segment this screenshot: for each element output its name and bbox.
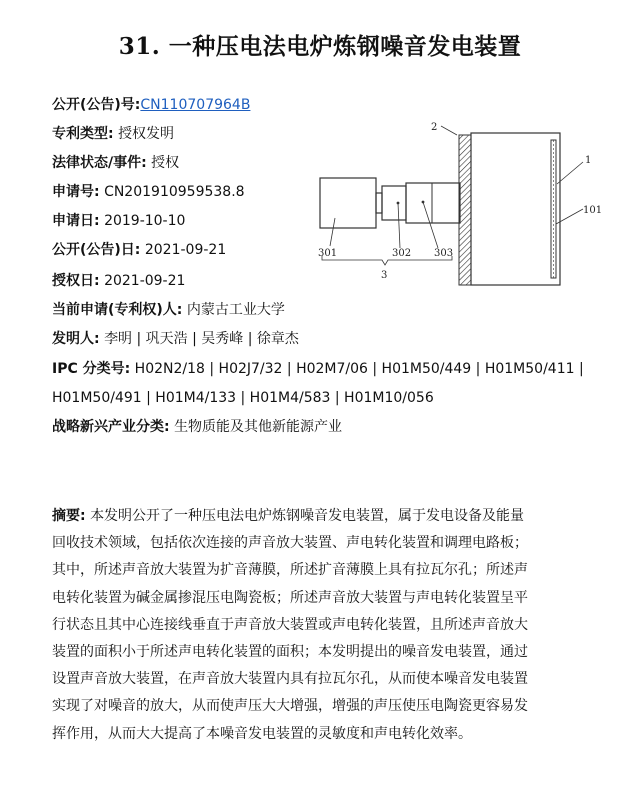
abstract-line: 挥作用，从而大大提高了本噪音发电装置的灵敏度和声电转化效率。 [52, 725, 472, 742]
pub-date-label: 公开(公告)日: [52, 242, 141, 258]
ipc-label: IPC 分类号: [52, 361, 131, 377]
field-pub-no [52, 95, 250, 115]
label-101: 101 [583, 205, 603, 216]
field-industry [52, 417, 342, 437]
pub-date-value: 2021-09-21 [144, 242, 227, 258]
app-date-value: 2019-10-10 [104, 213, 186, 229]
legal-status-label: 法律状态/事件: [52, 155, 147, 171]
abstract-line: 回收技术领域，包括依次连接的声音放大装置、声电转化装置和调理电路板； [52, 535, 528, 552]
app-no-value: CN201910959538.8 [104, 184, 245, 200]
page-title: 31. 一种压电法电炉炼钢噪音发电装置 [118, 33, 522, 60]
label-1: 1 [585, 155, 592, 166]
abstract-line: 装置的面积小于所述声电转化装置的面积；本发明提出的噪音发电装置，通过 [52, 644, 528, 661]
label-3: 3 [381, 270, 388, 281]
box-301-shape [320, 178, 376, 228]
label-303: 303 [434, 248, 454, 259]
applicant-value: 内蒙古工业大学 [186, 302, 285, 318]
industry-label: 战略新兴产业分类: [52, 419, 170, 435]
grant-date-value: 2021-09-21 [104, 273, 186, 289]
field-applicant [52, 300, 285, 320]
field-ipc-cont [52, 388, 434, 408]
field-pub-date [52, 240, 226, 260]
abstract [52, 503, 608, 748]
field-legal-status [52, 153, 179, 173]
pub-no-label: 公开(公告)号: [52, 97, 141, 113]
abstract-line: 设置声音放大装置，在声音放大装置内具有拉瓦尔孔，从而使本噪音发电装置 [52, 671, 528, 688]
patent-type-label: 专利类型: [52, 126, 114, 142]
abstract-line: 其中，所述声音放大装置为扩音薄膜，所述扩音薄膜上具有拉瓦尔孔；所述声 [52, 562, 528, 579]
field-ipc [52, 359, 584, 379]
abstract-line: 实现了对噪音的放大，从而使声压大大增强，增强的声压使压电陶瓷更容易发 [52, 698, 528, 715]
app-no-label: 申请号: [52, 184, 100, 200]
patent-figure [310, 118, 610, 288]
app-date-label: 申请日: [52, 213, 100, 229]
abstract-label: 摘要: [52, 508, 86, 524]
abstract-line: 电转化装置为碱金属掺混压电陶瓷板；所述声音放大装置与声电转化装置呈平 [52, 589, 528, 606]
legal-status-value: 授权 [151, 155, 180, 171]
inventors-label: 发明人: [52, 331, 100, 347]
hatched-wall-shape [459, 135, 471, 285]
connector-shape [376, 193, 382, 213]
field-patent-type [52, 124, 174, 144]
pub-no-link[interactable]: CN110707964B [140, 97, 251, 113]
grant-date-label: 授权日: [52, 273, 100, 289]
label-302: 302 [392, 248, 412, 259]
abstract-text: 本发明公开了一种压电法电炉炼钢噪音发电装置，属于发电设备及能量 [90, 508, 525, 524]
inventors-value: 李明 | 巩天浩 | 吴秀峰 | 徐章杰 [104, 331, 299, 347]
industry-value: 生物质能及其他新能源产业 [174, 419, 343, 435]
field-app-no [52, 182, 245, 202]
box-303-shape [406, 183, 460, 223]
label-2: 2 [431, 122, 438, 133]
field-inventors [52, 329, 299, 349]
field-grant-date [52, 271, 185, 291]
box-302-shape [382, 186, 406, 220]
ipc-value-line1: H02N2/18 | H02J7/32 | H02M7/06 | H01M50/449 | H01M50/411 | [134, 361, 584, 377]
ipc-value-line2: H01M50/491 | H01M4/133 | H01M4/583 | H01M10/056 [52, 390, 434, 406]
field-app-date [52, 211, 185, 231]
abstract-line [52, 503, 608, 530]
patent-type-value: 授权发明 [118, 126, 175, 142]
label-301: 301 [318, 248, 338, 259]
applicant-label: 当前申请(专利权)人: [52, 302, 183, 318]
piezo-box-shape [471, 133, 560, 285]
abstract-line: 行状态且其中心连接线垂直于声音放大装置或声电转化装置，且所述声音放大 [52, 616, 528, 633]
